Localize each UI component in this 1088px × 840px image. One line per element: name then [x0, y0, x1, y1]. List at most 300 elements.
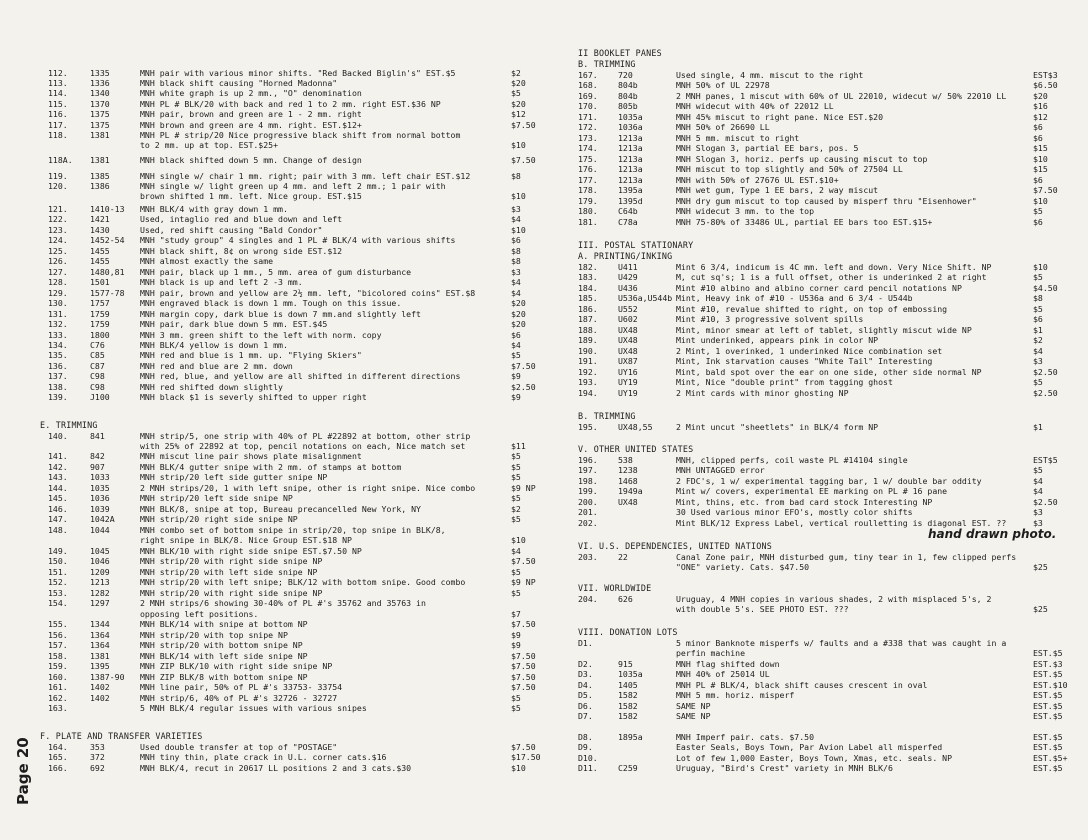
catalog-number: 1213: [90, 577, 110, 587]
lot-number: 193.: [578, 377, 598, 387]
catalog-number: 907: [90, 462, 105, 472]
lot-price: $6: [511, 330, 521, 340]
lot-number: 116.: [48, 109, 68, 119]
catalog-number: 1364: [90, 640, 110, 650]
lot-description: Uruguay, 4 MNH copies in various shades, 2 with misplaced 5's, 2: [676, 594, 992, 604]
lot-description: MNH pair, brown and green are 1 - 2 mm. right: [140, 109, 362, 119]
lot-price: $5: [511, 514, 521, 524]
lot-description: MNH black is up and left 2 -3 mm.: [140, 277, 303, 287]
lot-price: $10: [1033, 262, 1048, 272]
lot-number: 165.: [48, 752, 68, 762]
lot-price: $5: [511, 350, 521, 360]
lot-number: 162.: [48, 693, 68, 703]
lot-price: $7.50: [511, 742, 536, 752]
lot-number: 120.: [48, 181, 68, 191]
lot-description: MNH pair, brown and yellow are 2½ mm. left, "bicolored coins" EST.$8: [140, 288, 476, 298]
catalog-number: 1582: [618, 711, 638, 721]
lot-price: $7.50: [511, 619, 536, 629]
lot-description: MNH red shifted down slightly: [140, 382, 283, 392]
lot-description: MNH white graph is up 2 mm., "O" denomination: [140, 88, 362, 98]
lot-number: 181.: [578, 217, 598, 227]
lot-number: 157.: [48, 640, 68, 650]
lot-price: $6.50: [1033, 80, 1058, 90]
catalog-number: 1375: [90, 109, 110, 119]
lot-price: $5: [511, 472, 521, 482]
lot-number: 153.: [48, 588, 68, 598]
lot-price: EST.$3: [1033, 659, 1063, 669]
lot-price: $17.50: [511, 752, 541, 762]
lot-number: 118A.: [48, 155, 73, 165]
lot-number: 167.: [578, 70, 598, 80]
lot-price: $2.50: [511, 382, 536, 392]
lot-number: 124.: [48, 235, 68, 245]
catalog-number: UY16: [618, 367, 638, 377]
lot-price: $25: [1033, 562, 1048, 572]
lot-price: EST.$5: [1033, 742, 1063, 752]
lot-price: $16: [1033, 101, 1048, 111]
lot-description: MNH red and blue is 1 mm. up. "Flying Skiers": [140, 350, 362, 360]
lot-price: $4: [1033, 476, 1043, 486]
lot-description: MNH 50% of 26690 LL: [676, 122, 770, 132]
lot-description: MNH BLK/8, snipe at top, Bureau precancelled New York, NY: [140, 504, 421, 514]
lot-description: MNH strip/20 with right side snipe NP: [140, 556, 323, 566]
lot-number: 129.: [48, 288, 68, 298]
lot-price: EST$5: [1033, 455, 1058, 465]
lot-number: 152.: [48, 577, 68, 587]
lot-number: 173.: [578, 133, 598, 143]
lot-number: D4.: [578, 680, 593, 690]
catalog-number: C259: [618, 763, 638, 773]
catalog-number: 538: [618, 455, 633, 465]
section-heading: VI. U.S. DEPENDENCIES, UNITED NATIONS: [578, 541, 772, 551]
lot-description: Used, red shift causing "Bald Condor": [140, 225, 323, 235]
lot-price: $1: [1033, 325, 1043, 335]
lot-description: 30 Used various minor EFO's, mostly color shifts: [676, 507, 913, 517]
catalog-number: 1042A: [90, 514, 115, 524]
lot-price: $5: [511, 462, 521, 472]
lot-description: MNH red and blue are 2 mm. down: [140, 361, 293, 371]
lot-description: right snipe in BLK/8. Nice Group EST.$18 NP: [140, 535, 352, 545]
lot-price: $6: [1033, 217, 1043, 227]
section-heading: V. OTHER UNITED STATES: [578, 444, 694, 454]
catalog-number: 1213a: [618, 133, 643, 143]
lot-number: 125.: [48, 246, 68, 256]
catalog-number: C85: [90, 350, 105, 360]
lot-price: $4: [511, 214, 521, 224]
catalog-number: UX87: [618, 356, 638, 366]
catalog-number: 1582: [618, 701, 638, 711]
lot-description: MNH dry gum miscut to top caused by misperf thru "Eisenhower": [676, 196, 977, 206]
lot-number: 189.: [578, 335, 598, 345]
lot-description: Used single, 4 mm. miscut to the right: [676, 70, 864, 80]
lot-price: $9: [511, 392, 521, 402]
lot-number: 185.: [578, 293, 598, 303]
lot-price: $7.50: [511, 682, 536, 692]
lot-price: $3: [1033, 507, 1043, 517]
catalog-number: C87: [90, 361, 105, 371]
catalog-number: 1381: [90, 130, 110, 140]
lot-description: MNH PL # BLK/4, black shift causes crescent in oval: [676, 680, 928, 690]
catalog-number: 1395d: [618, 196, 643, 206]
lot-price: $3: [1033, 356, 1043, 366]
lot-description: MNH black $1 is severly shifted to upper right: [140, 392, 367, 402]
catalog-number: J100: [90, 392, 110, 402]
section-heading: VII. WORLDWIDE: [578, 583, 652, 593]
lot-number: 135.: [48, 350, 68, 360]
lot-description: MNH Slogan 3, horiz. perfs up causing miscut to top: [676, 154, 928, 164]
catalog-number: U552: [618, 304, 638, 314]
section-heading: A. PRINTING/INKING: [578, 251, 673, 261]
lot-price: $3: [1033, 518, 1043, 528]
lot-price: $7.50: [511, 672, 536, 682]
lot-price: $10: [511, 225, 526, 235]
catalog-number: UY19: [618, 377, 638, 387]
catalog-number: 1455: [90, 256, 110, 266]
lot-number: 168.: [578, 80, 598, 90]
lot-number: 203.: [578, 552, 598, 562]
lot-description: MNH 45% miscut to right pane. Nice EST.$20: [676, 112, 884, 122]
lot-description: "ONE" variety. Cats. $47.50: [676, 562, 810, 572]
lot-description: MNH black shifted down 5 mm. Change of design: [140, 155, 362, 165]
lot-number: 154.: [48, 598, 68, 608]
lot-number: 133.: [48, 330, 68, 340]
lot-number: D10.: [578, 753, 598, 763]
lot-description: MNH BLK/14 with snipe at bottom NP: [140, 619, 308, 629]
section-heading: E. TRIMMING: [40, 420, 98, 430]
lot-price: $4: [1033, 346, 1043, 356]
lot-description: Used, intaglio red and blue down and left: [140, 214, 343, 224]
lot-price: $5: [1033, 465, 1043, 475]
catalog-number: 1410-13: [90, 204, 125, 214]
lot-price: $4: [511, 288, 521, 298]
lot-description: MNH PL # BLK/20 with back and red 1 to 2 mm. right EST.$36 NP: [140, 99, 441, 109]
lot-number: 132.: [48, 319, 68, 329]
lot-price: $7.50: [511, 651, 536, 661]
lot-description: MNH strip/20 with right side snipe NP: [140, 588, 323, 598]
lot-price: $20: [1033, 91, 1048, 101]
section-heading: B. TRIMMING: [578, 411, 636, 421]
lot-price: EST.$5: [1033, 711, 1063, 721]
lot-number: 202.: [578, 518, 598, 528]
lot-description: Mint, minor smear at left of tablet, slightly miscut wide NP: [676, 325, 972, 335]
lot-description: MNH line pair, 50% of PL #'s 33753- 33754: [140, 682, 343, 692]
lot-number: 179.: [578, 196, 598, 206]
lot-number: 123.: [48, 225, 68, 235]
catalog-number: 1213a: [618, 164, 643, 174]
catalog-number: 1582: [618, 690, 638, 700]
lot-number: 130.: [48, 298, 68, 308]
lot-price: EST.$5: [1033, 669, 1063, 679]
lot-description: 5 MNH BLK/4 regular issues with various snipes: [140, 703, 367, 713]
lot-number: 191.: [578, 356, 598, 366]
lot-number: 178.: [578, 185, 598, 195]
lot-description: MNH strip/20 with top snipe NP: [140, 630, 288, 640]
catalog-number: 841: [90, 431, 105, 441]
lot-description: MNH strip/20 left side gutter snipe NP: [140, 472, 328, 482]
lot-number: 163.: [48, 703, 68, 713]
lot-description: MNH almost exactly the same: [140, 256, 274, 266]
lot-price: $2: [511, 504, 521, 514]
catalog-number: UX48,55: [618, 422, 653, 432]
lot-description: 2 FDC's, 1 w/ experimental tagging bar, 1 w/ double bar oddity: [676, 476, 982, 486]
lot-number: 149.: [48, 546, 68, 556]
lot-price: $10: [511, 140, 526, 150]
lot-number: D6.: [578, 701, 593, 711]
section-heading: F. PLATE AND TRANSFER VARIETIES: [40, 731, 203, 741]
lot-price: EST.$5: [1033, 648, 1063, 658]
lot-price: $7.50: [511, 155, 536, 165]
catalog-number: 1949a: [618, 486, 643, 496]
lot-price: $20: [511, 309, 526, 319]
lot-price: $11: [511, 441, 526, 451]
catalog-number: 1757: [90, 298, 110, 308]
catalog-number: 626: [618, 594, 633, 604]
lot-description: MNH strip/20 with bottom snipe NP: [140, 640, 303, 650]
lot-number: 199.: [578, 486, 598, 496]
catalog-number: 22: [618, 552, 628, 562]
lot-price: $4: [511, 340, 521, 350]
lot-description: MNH BLK/4, recut in 20617 LL positions 2 and 3 cats.$30: [140, 763, 412, 773]
lot-price: $10: [1033, 196, 1048, 206]
lot-number: 196.: [578, 455, 598, 465]
lot-price: EST.$5: [1033, 690, 1063, 700]
lot-price: $2: [1033, 335, 1043, 345]
lot-description: MNH widecut with 40% of 22012 LL: [676, 101, 834, 111]
lot-description: Uruguay, "Bird's Crest" variety in MNH BLK/6: [676, 763, 893, 773]
lot-description: MNH 40% of 25014 UL: [676, 669, 770, 679]
lot-number: 174.: [578, 143, 598, 153]
lot-description: M, cut sq's; 1 is a full offset, other is underinked 2 at right: [676, 272, 987, 282]
lot-description: MNH widecut 3 mm. to the top: [676, 206, 815, 216]
lot-description: MNH ZIP BLK/10 with right side snipe NP: [140, 661, 333, 671]
lot-description: MNH strip/5, one strip with 40% of PL #22892 at bottom, other strip: [140, 431, 471, 441]
lot-description: SAME NP: [676, 701, 711, 711]
lot-description: Mint, Ink starvation causes "White Tail" Interesting: [676, 356, 933, 366]
lot-number: 136.: [48, 361, 68, 371]
lot-description: brown shifted 1 mm. left. Nice group. EST.$15: [140, 191, 362, 201]
lot-description: MNH 5 mm. miscut to right: [676, 133, 800, 143]
lot-number: 194.: [578, 388, 598, 398]
lot-number: 145.: [48, 493, 68, 503]
catalog-number: 720: [618, 70, 633, 80]
lot-price: $6: [1033, 133, 1043, 143]
lot-description: MNH strip/20 with left side snipe NP: [140, 567, 318, 577]
lot-price: EST.$5+: [1033, 753, 1068, 763]
lot-price: $12: [1033, 112, 1048, 122]
lot-description: 2 MNH strips/20, 1 with left snipe, other is right snipe. Nice combo: [140, 483, 476, 493]
lot-description: MNH BLK/4 with gray down 1 mm.: [140, 204, 288, 214]
catalog-number: C78a: [618, 217, 638, 227]
catalog-number: 1035a: [618, 112, 643, 122]
catalog-number: 372: [90, 752, 105, 762]
lot-price: $6: [511, 235, 521, 245]
section-heading: VIII. DONATION LOTS: [578, 627, 678, 637]
catalog-number: 805b: [618, 101, 638, 111]
lot-price: $6: [1033, 175, 1043, 185]
lot-description: MNH 50% of UL 22978: [676, 80, 770, 90]
lot-description: with double 5's. SEE PHOTO EST. ???: [676, 604, 849, 614]
catalog-number: 1036a: [618, 122, 643, 132]
lot-number: 197.: [578, 465, 598, 475]
catalog-number: 1395a: [618, 185, 643, 195]
lot-number: 177.: [578, 175, 598, 185]
catalog-number: 1035a: [618, 669, 643, 679]
catalog-number: 692: [90, 763, 105, 773]
lot-description: MNH, clipped perfs, coil waste PL #14104 single: [676, 455, 908, 465]
catalog-number: 1759: [90, 319, 110, 329]
lot-description: MNH BLK/4 gutter snipe with 2 mm. of stamps at bottom: [140, 462, 402, 472]
lot-description: MNH Slogan 3, partial EE bars, pos. 5: [676, 143, 859, 153]
lot-price: $5: [511, 693, 521, 703]
catalog-number: UY19: [618, 388, 638, 398]
lot-price: $8: [1033, 293, 1043, 303]
lot-description: Canal Zone pair, MNH disturbed gum, tiny tear in 1, few clipped perfs: [676, 552, 1017, 562]
lot-price: $5: [1033, 272, 1043, 282]
lot-number: D9.: [578, 742, 593, 752]
lot-description: 2 Mint cards with minor ghosting NP: [676, 388, 849, 398]
lot-description: 2 Mint uncut "sheetlets" in BLK/4 form NP: [676, 422, 879, 432]
catalog-number: C98: [90, 371, 105, 381]
lot-description: MNH miscut line pair shows plate misalignment: [140, 451, 362, 461]
lot-description: Mint w/ covers, experimental EE marking on PL # 16 pane: [676, 486, 948, 496]
lot-number: 169.: [578, 91, 598, 101]
catalog-number: 915: [618, 659, 633, 669]
lot-description: MNH ZIP BLK/8 with bottom snipe NP: [140, 672, 308, 682]
lot-price: $1: [1033, 422, 1043, 432]
lot-description: Mint #10, 3 progressive solvent spills: [676, 314, 864, 324]
catalog-number: 1297: [90, 598, 110, 608]
lot-description: MNH strip/20 right side snipe NP: [140, 514, 298, 524]
lot-description: MNH strip/20 with left snipe; BLK/12 with bottom snipe. Good combo: [140, 577, 466, 587]
lot-price: $9 NP: [511, 483, 536, 493]
lot-number: 146.: [48, 504, 68, 514]
lot-description: 2 Mint, 1 overinked, 1 underinked Nice combination set: [676, 346, 943, 356]
lot-price: $20: [511, 298, 526, 308]
lot-number: 139.: [48, 392, 68, 402]
lot-number: 131.: [48, 309, 68, 319]
lot-number: 112.: [48, 68, 68, 78]
section-heading: B. TRIMMING: [578, 59, 636, 69]
catalog-number: 353: [90, 742, 105, 752]
lot-price: $10: [511, 763, 526, 773]
lot-number: 122.: [48, 214, 68, 224]
catalog-number: 1381: [90, 155, 110, 165]
lot-price: EST.$5: [1033, 763, 1063, 773]
lot-number: 148.: [48, 525, 68, 535]
lot-number: 192.: [578, 367, 598, 377]
lot-description: 2 MNH panes, 1 miscut with 60% of UL 22010, widecut w/ 50% 22010 LL: [676, 91, 1007, 101]
lot-number: D1.: [578, 638, 593, 648]
catalog-number: 1213a: [618, 154, 643, 164]
lot-price: $7.50: [511, 120, 536, 130]
lot-number: 119.: [48, 171, 68, 181]
lot-description: MNH tiny thin, plate crack in U.L. corner cats.$16: [140, 752, 387, 762]
lot-description: MNH single w/ chair 1 mm. right; pair with 3 mm. left chair EST.$12: [140, 171, 471, 181]
section-heading: III. POSTAL STATIONARY: [578, 240, 694, 250]
lot-price: $2.50: [1033, 367, 1058, 377]
catalog-number: 1895a: [618, 732, 643, 742]
catalog-number: U429: [618, 272, 638, 282]
lot-description: MNH UNTAGGED error: [676, 465, 765, 475]
lot-number: 182.: [578, 262, 598, 272]
lot-number: 141.: [48, 451, 68, 461]
lot-number: 115.: [48, 99, 68, 109]
lot-price: $10: [1033, 154, 1048, 164]
catalog-number: 1340: [90, 88, 110, 98]
lot-description: MNH "study group" 4 singles and 1 PL # BLK/4 with various shifts: [140, 235, 456, 245]
catalog-number: C98: [90, 382, 105, 392]
lot-description: MNH wet gum, Type 1 EE bars, 2 way miscut: [676, 185, 879, 195]
catalog-number: UX48: [618, 346, 638, 356]
lot-number: 158.: [48, 651, 68, 661]
catalog-number: 1455: [90, 246, 110, 256]
catalog-number: UX48: [618, 335, 638, 345]
lot-number: 147.: [48, 514, 68, 524]
lot-description: MNH miscut to top slightly and 50% of 27504 LL: [676, 164, 903, 174]
lot-price: $4: [511, 546, 521, 556]
catalog-number: U602: [618, 314, 638, 324]
lot-number: 201.: [578, 507, 598, 517]
lot-number: 204.: [578, 594, 598, 604]
lot-description: MNH pair, dark blue down 5 mm. EST.$45: [140, 319, 328, 329]
lot-number: 127.: [48, 267, 68, 277]
catalog-number: 1501: [90, 277, 110, 287]
catalog-number: 1381: [90, 651, 110, 661]
lot-number: 138.: [48, 382, 68, 392]
lot-price: $5: [511, 588, 521, 598]
lot-price: $20: [511, 78, 526, 88]
lot-number: 151.: [48, 567, 68, 577]
catalog-number: 1800: [90, 330, 110, 340]
lot-price: $7.50: [511, 361, 536, 371]
lot-description: opposing left positions.: [140, 609, 259, 619]
catalog-number: 1430: [90, 225, 110, 235]
catalog-number: 842: [90, 451, 105, 461]
lot-price: EST.$5: [1033, 732, 1063, 742]
lot-number: 175.: [578, 154, 598, 164]
lot-price: $7.50: [511, 556, 536, 566]
lot-price: $5: [511, 451, 521, 461]
catalog-number: 1213a: [618, 143, 643, 153]
lot-price: $5: [1033, 377, 1043, 387]
lot-number: 140.: [48, 431, 68, 441]
lot-number: D11.: [578, 763, 598, 773]
lot-number: 118.: [48, 130, 68, 140]
lot-description: MNH strip/20 left side snipe NP: [140, 493, 293, 503]
lot-number: 195.: [578, 422, 598, 432]
lot-description: MNH with 50% of 27676 UL EST.$10+: [676, 175, 839, 185]
lot-price: $7.50: [511, 661, 536, 671]
catalog-number: 1468: [618, 476, 638, 486]
lot-description: Mint, thins, etc. from bad card stock Interesting NP: [676, 497, 933, 507]
lot-price: $4: [511, 277, 521, 287]
lot-price: $12: [511, 109, 526, 119]
lot-price: $4: [1033, 486, 1043, 496]
lot-number: 188.: [578, 325, 598, 335]
lot-number: 176.: [578, 164, 598, 174]
catalog-number: 1036: [90, 493, 110, 503]
lot-price: $8: [511, 171, 521, 181]
catalog-number: 1044: [90, 525, 110, 535]
catalog-number: 1385: [90, 171, 110, 181]
lot-description: MNH black shift causing "Horned Madonna": [140, 78, 338, 88]
catalog-number: 1375: [90, 120, 110, 130]
lot-description: MNH combo set of bottom snipe in strip/20, top snipe in BLK/8,: [140, 525, 446, 535]
lot-price: $7: [511, 609, 521, 619]
catalog-number: 1282: [90, 588, 110, 598]
catalog-number: U436: [618, 283, 638, 293]
lot-description: MNH single w/ light green up 4 mm. and left 2 mm.; 1 pair with: [140, 181, 446, 191]
